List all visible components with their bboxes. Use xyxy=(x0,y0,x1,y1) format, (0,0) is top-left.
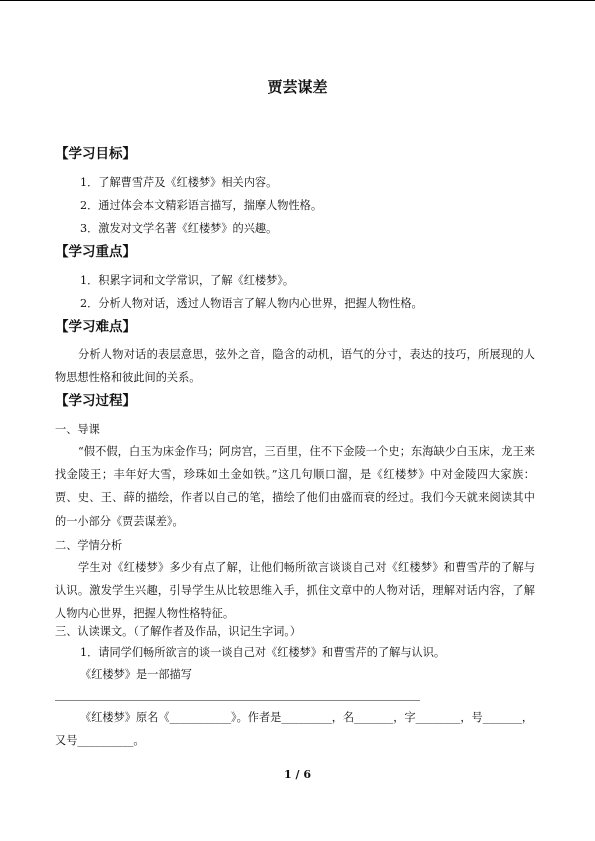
heading-learning-goals: 【学习目标】 xyxy=(55,146,136,162)
document-title: 贾芸谋差 xyxy=(267,78,328,96)
section-reading-label: 三、认读课文。（了解作者及作品，识记生字词。） xyxy=(55,625,302,638)
reading-question-1-answer-start: 《红楼梦》是一部描写 xyxy=(80,668,192,681)
heading-key-points: 【学习重点】 xyxy=(55,244,136,260)
heading-learning-process: 【学习过程】 xyxy=(55,393,136,409)
key-point-item-2: 2．分析人物对话，透过人物语言了解人物内心世界，把握人物性格。 xyxy=(80,297,423,310)
key-point-item-1: 1．积累字词和文学常识，了解《红楼梦》。 xyxy=(80,274,295,287)
fill-in-blank-exercise: 《红楼梦》原名《___________》。作者是_________，名_______，字________，号_______，又号__________。 xyxy=(55,711,534,747)
reading-question-1: 1．请同学们畅所欲言的谈一谈自己对《红楼梦》和曹雪芹的了解与认识。 xyxy=(80,646,446,659)
intro-paragraph: “假不假，白玉为床金作马；阿房宫，三百里，住不下金陵一个史；东海缺少白玉床，龙王来找金陵王；丰年好大雪，珍珠如土金如铁。”这几句顺口溜，是《红楼梦》中对金陵四大家族：贾、史、王、薛的描绘，作者以自己的笔，描绘了他们由盛而衰的经过。我们今天就来阅读其中的一小部分《贾芸谋差》。 xyxy=(55,445,535,528)
section-analysis-label: 二、学情分析 xyxy=(55,539,123,552)
page-number: 1 / 6 xyxy=(284,768,311,781)
goal-item-3: 3．激发对文学名著《红楼梦》的兴趣。 xyxy=(80,222,278,235)
heading-difficulties: 【学习难点】 xyxy=(55,319,136,335)
difficulties-paragraph: 分析人物对话的表层意思，弦外之音，隐含的动机，语气的分寸，表达的技巧，所展现的人物思想性格和彼此间的关系。 xyxy=(55,348,535,385)
analysis-paragraph: 学生对《红楼梦》多少有点了解，让他们畅所欲言谈谈自己对《红楼梦》和曹雪芹的了解与认识。激发学生兴趣，引导学生从比较思维入手，抓住文章中的人物对话，理解对话内容，了解人物内心世界，把握人物性格特征。 xyxy=(55,561,535,621)
goal-item-2: 2．通过体会本文精彩语言描写，揣摩人物性格。 xyxy=(80,199,323,212)
top-border-rule xyxy=(0,0,595,1)
goal-item-1: 1．了解曹雪芹及《红楼梦》相关内容。 xyxy=(80,176,278,189)
section-intro-label: 一、导课 xyxy=(55,423,100,436)
answer-line xyxy=(55,700,420,701)
